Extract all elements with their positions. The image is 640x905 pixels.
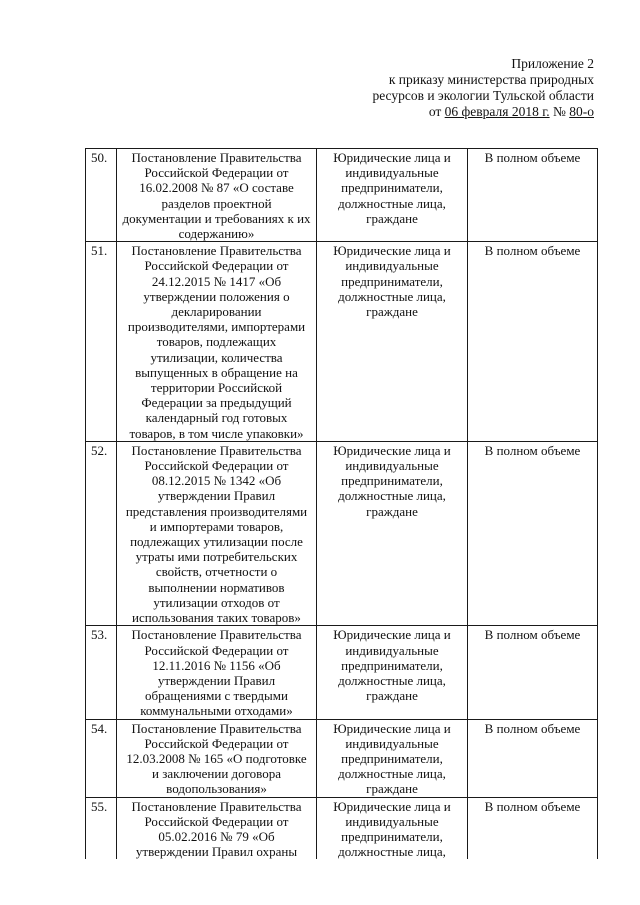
legal-act-line: утилизации отходов от [153, 594, 280, 610]
ministry-line: ресурсов и экологии Тульской области [372, 88, 594, 103]
subjects-line: должностные лица, [338, 844, 446, 860]
subjects-line: Юридические лица и [333, 720, 451, 736]
legal-act-line: Российской Федерации от [144, 258, 289, 274]
legal-act-line: календарный год готовых [145, 410, 288, 426]
application-scope-cell: В полном объеме [468, 149, 598, 242]
legal-act-line: и заключении договора [151, 766, 281, 782]
order-date: 06 февраля 2018 г. [444, 104, 550, 119]
subjects-line: предприниматели, [341, 828, 443, 844]
subjects-line: должностные лица, [338, 488, 446, 504]
regulations-table [85, 148, 598, 859]
application-scope-cell: В полном объеме [468, 242, 598, 442]
row-number: 54. [86, 719, 117, 797]
subjects-line: Юридические лица и [333, 442, 451, 458]
legal-act-line: представления производителями [125, 503, 308, 519]
date-prefix: от [428, 104, 445, 119]
appendix-title: Приложение 2 [511, 56, 594, 71]
subjects-line: предприниматели, [341, 273, 443, 289]
regulations-table-body [86, 149, 598, 860]
legal-act-line: документации и требованиях к их [122, 210, 311, 226]
subjects-line: индивидуальные [345, 165, 439, 181]
subjects-line: Юридические лица и [333, 798, 451, 814]
application-scope-cell: В полном объеме [468, 797, 598, 859]
legal-act-line: товаров, в том числе упаковки» [129, 425, 304, 441]
legal-act-line: Постановление Правительства [131, 720, 302, 736]
subjects-cell [317, 242, 468, 442]
subjects-line: индивидуальные [345, 642, 439, 658]
legal-act-line: Российской Федерации от [144, 813, 289, 829]
legal-act-line: Постановление Правительства [131, 442, 302, 458]
subjects-line: предприниматели, [341, 473, 443, 489]
number-prefix: № [549, 104, 570, 119]
subjects-line: граждане [366, 304, 418, 320]
legal-act-line: содержанию» [178, 226, 255, 242]
subjects-cell [317, 626, 468, 719]
subjects-line: Юридические лица и [333, 150, 451, 165]
row-number: 55. [86, 797, 117, 859]
legal-act-cell [117, 242, 317, 442]
legal-act-line: выпущенных в обращение на [135, 364, 298, 380]
legal-act-line: коммунальными отходами» [140, 703, 293, 719]
legal-act-line: подлежащих утилизации после [130, 534, 303, 550]
legal-act-line: утраты ими потребительских [135, 549, 298, 565]
subjects-line: предприниматели, [341, 180, 443, 196]
subjects-line: Юридические лица и [333, 627, 451, 643]
table-row [86, 242, 598, 442]
legal-act-line: Российской Федерации от [144, 458, 289, 474]
legal-act-cell [117, 149, 317, 242]
legal-act-line: Постановление Правительства [131, 627, 302, 643]
legal-act-line: выполнении нормативов [148, 579, 285, 595]
legal-act-line: утверждении Правил [157, 672, 276, 688]
subjects-line: должностные лица, [338, 672, 446, 688]
row-number: 50. [86, 149, 117, 242]
subjects-line: граждане [366, 503, 418, 519]
legal-act-line: водопользования» [166, 781, 267, 797]
legal-act-line: свойств, отчетности о [155, 564, 278, 580]
subjects-line: должностные лица, [338, 288, 446, 304]
subjects-line: индивидуальные [345, 735, 439, 751]
legal-act-line: 16.02.2008 № 87 «О составе [139, 180, 294, 196]
legal-act-line: Российской Федерации от [144, 165, 289, 181]
subjects-line: предприниматели, [341, 750, 443, 766]
table-row [86, 719, 598, 797]
legal-act-line: Российской Федерации от [144, 735, 289, 751]
legal-act-line: обращениями с твердыми [145, 688, 288, 704]
legal-act-line: разделов проектной [161, 195, 272, 211]
legal-act-line: декларировании [171, 304, 262, 320]
legal-act-line: Российской Федерации от [144, 642, 289, 658]
legal-act-line: утверждении Правил [157, 488, 276, 504]
application-scope-cell: В полном объеме [468, 626, 598, 719]
subjects-cell [317, 797, 468, 859]
legal-act-line: использования таких товаров» [132, 610, 301, 626]
appendix-header [274, 56, 594, 120]
subjects-line: индивидуальные [345, 458, 439, 474]
order-date-line [274, 104, 594, 120]
legal-act-cell [117, 719, 317, 797]
legal-act-line: 24.12.2015 № 1417 «Об [151, 273, 282, 289]
subjects-line: граждане [366, 210, 418, 226]
legal-act-line: и импортерами товаров, [149, 518, 284, 534]
subjects-cell [317, 441, 468, 625]
legal-act-line: территории Российской [150, 380, 283, 396]
legal-act-line: Федерации за предыдущий [141, 395, 292, 411]
subjects-line: граждане [366, 688, 418, 704]
legal-act-line: 12.03.2008 № 165 «О подготовке [126, 750, 307, 766]
row-number: 51. [86, 242, 117, 442]
legal-act-line: утверждении Правил охраны [135, 844, 298, 860]
subjects-line: индивидуальные [345, 813, 439, 829]
order-number: 80-о [569, 104, 594, 119]
legal-act-cell [117, 797, 317, 859]
row-number: 52. [86, 441, 117, 625]
subjects-line: индивидуальные [345, 258, 439, 274]
subjects-cell [317, 149, 468, 242]
row-number: 53. [86, 626, 117, 719]
subjects-line: предприниматели, [341, 657, 443, 673]
legal-act-line: товаров, подлежащих [156, 334, 277, 350]
subjects-line: Юридические лица и [333, 243, 451, 259]
legal-act-cell [117, 626, 317, 719]
subjects-line: должностные лица, [338, 195, 446, 211]
application-scope-cell: В полном объеме [468, 719, 598, 797]
table-row [86, 626, 598, 719]
legal-act-line: Постановление Правительства [131, 150, 302, 165]
legal-act-line: 05.02.2016 № 79 «Об [158, 828, 275, 844]
subjects-line: должностные лица, [338, 766, 446, 782]
legal-act-line: 12.11.2016 № 1156 «Об [152, 657, 281, 673]
legal-act-line: 08.12.2015 № 1342 «Об [151, 473, 282, 489]
legal-act-line: производителями, импортерами [127, 319, 306, 335]
subjects-cell [317, 719, 468, 797]
table-row [86, 149, 598, 242]
order-reference-line: к приказу министерства природных [388, 72, 594, 87]
legal-act-line: Постановление Правительства [131, 798, 302, 814]
application-scope-cell: В полном объеме [468, 441, 598, 625]
legal-act-line: утилизации, количества [150, 349, 283, 365]
subjects-line: граждане [366, 781, 418, 797]
table-row [86, 441, 598, 625]
table-row [86, 797, 598, 859]
legal-act-line: утверждении положения о [143, 288, 290, 304]
legal-act-cell [117, 441, 317, 625]
legal-act-line: Постановление Правительства [131, 243, 302, 259]
